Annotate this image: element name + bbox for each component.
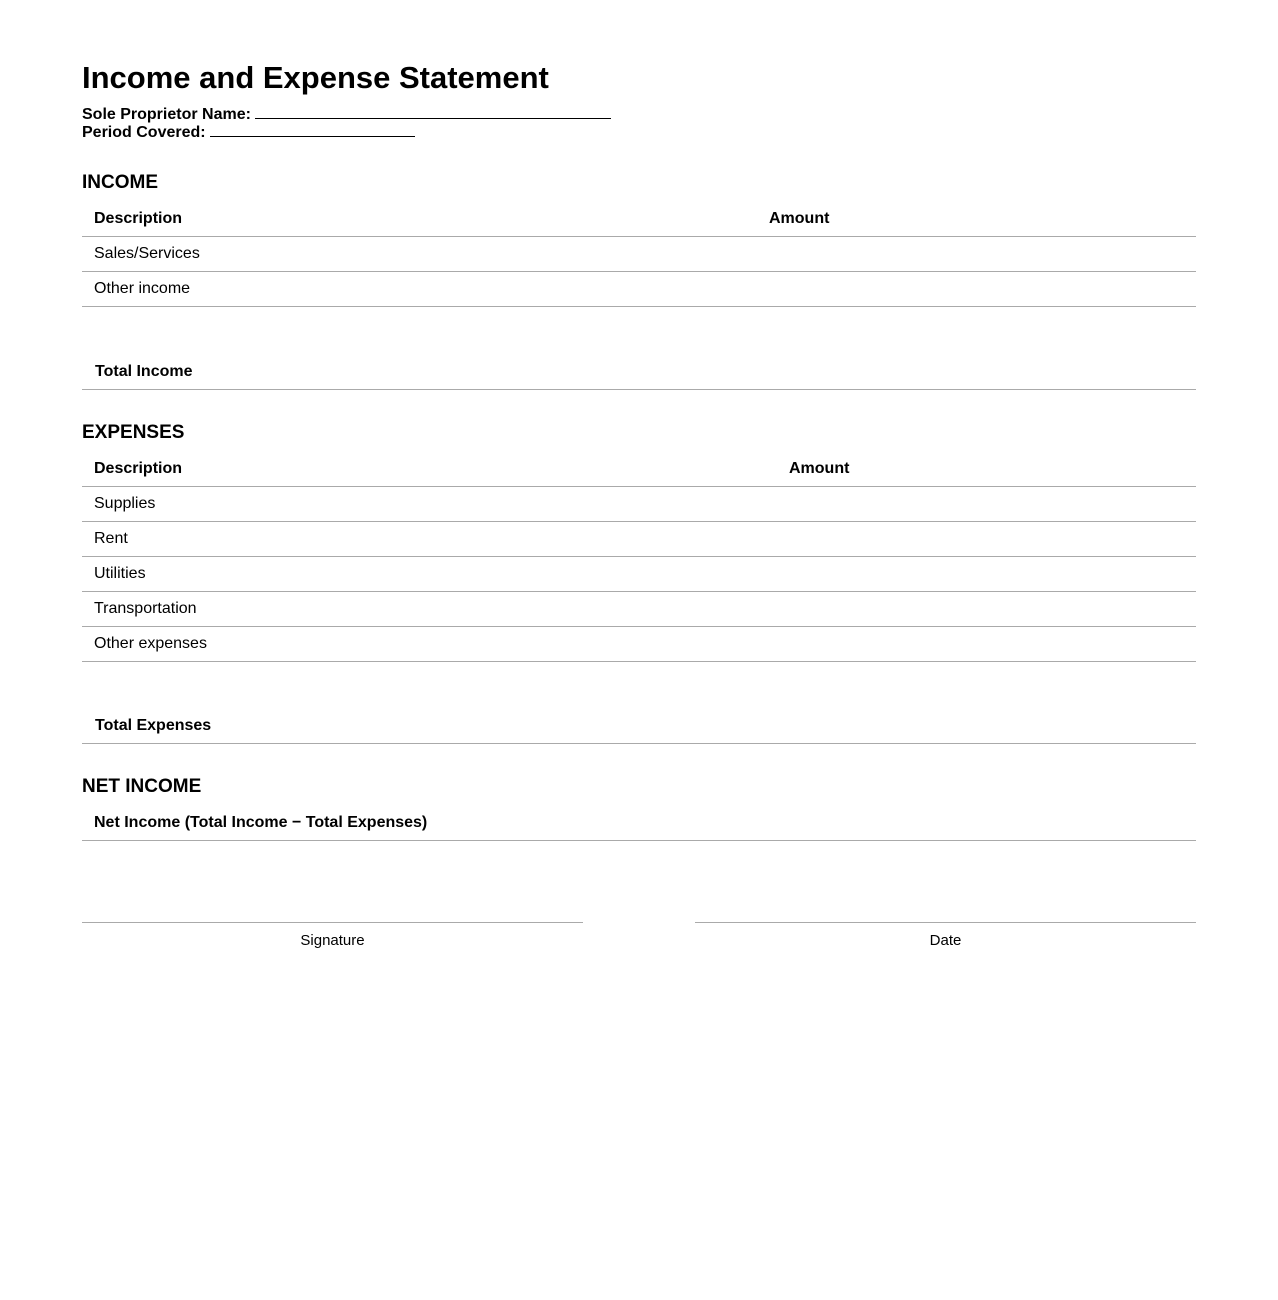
row-description: Supplies	[82, 487, 777, 522]
total-expenses-row	[82, 709, 1196, 744]
column-header-amount: Amount	[757, 202, 1196, 237]
date-line[interactable]	[695, 922, 1196, 949]
row-description: Rent	[82, 522, 777, 557]
row-amount[interactable]	[777, 592, 1196, 627]
table-row	[82, 627, 1196, 662]
income-table	[82, 202, 1196, 307]
row-amount[interactable]	[777, 557, 1196, 592]
total-expenses-label: Total Expenses	[95, 717, 212, 734]
table-row	[82, 487, 1196, 522]
expenses-header-row	[82, 452, 1196, 487]
proprietor-field	[82, 104, 611, 124]
signature-line[interactable]	[82, 922, 583, 949]
total-income-row	[82, 355, 1196, 390]
row-amount[interactable]	[777, 627, 1196, 662]
proprietor-input[interactable]	[255, 104, 611, 119]
column-header-amount: Amount	[777, 452, 1196, 487]
column-header-description: Description	[82, 452, 777, 487]
table-row	[82, 237, 1196, 272]
row-amount[interactable]	[777, 487, 1196, 522]
page-title: Income and Expense Statement	[82, 60, 549, 95]
net-income-label: Net Income (Total Income − Total Expenses)	[94, 814, 428, 831]
row-description: Utilities	[82, 557, 777, 592]
row-amount[interactable]	[777, 522, 1196, 557]
total-income-label: Total Income	[95, 363, 193, 380]
date-label: Date	[929, 932, 962, 949]
period-input[interactable]	[210, 122, 415, 137]
expenses-table	[82, 452, 1196, 662]
row-description: Other income	[82, 272, 757, 307]
net-income-row	[82, 806, 1196, 841]
table-row	[82, 592, 1196, 627]
row-description: Other expenses	[82, 627, 777, 662]
period-field	[82, 122, 415, 142]
expenses-heading: EXPENSES	[82, 422, 185, 443]
period-label: Period Covered:	[82, 124, 206, 141]
row-amount[interactable]	[757, 237, 1196, 272]
column-header-description: Description	[82, 202, 757, 237]
table-row	[82, 522, 1196, 557]
table-row	[82, 557, 1196, 592]
proprietor-label: Sole Proprietor Name:	[82, 106, 251, 123]
income-header-row	[82, 202, 1196, 237]
table-row	[82, 272, 1196, 307]
row-amount[interactable]	[757, 272, 1196, 307]
row-description: Sales/Services	[82, 237, 757, 272]
income-heading: INCOME	[82, 172, 158, 193]
net-income-heading: NET INCOME	[82, 776, 202, 797]
signature-label: Signature	[300, 932, 365, 949]
row-description: Transportation	[82, 592, 777, 627]
